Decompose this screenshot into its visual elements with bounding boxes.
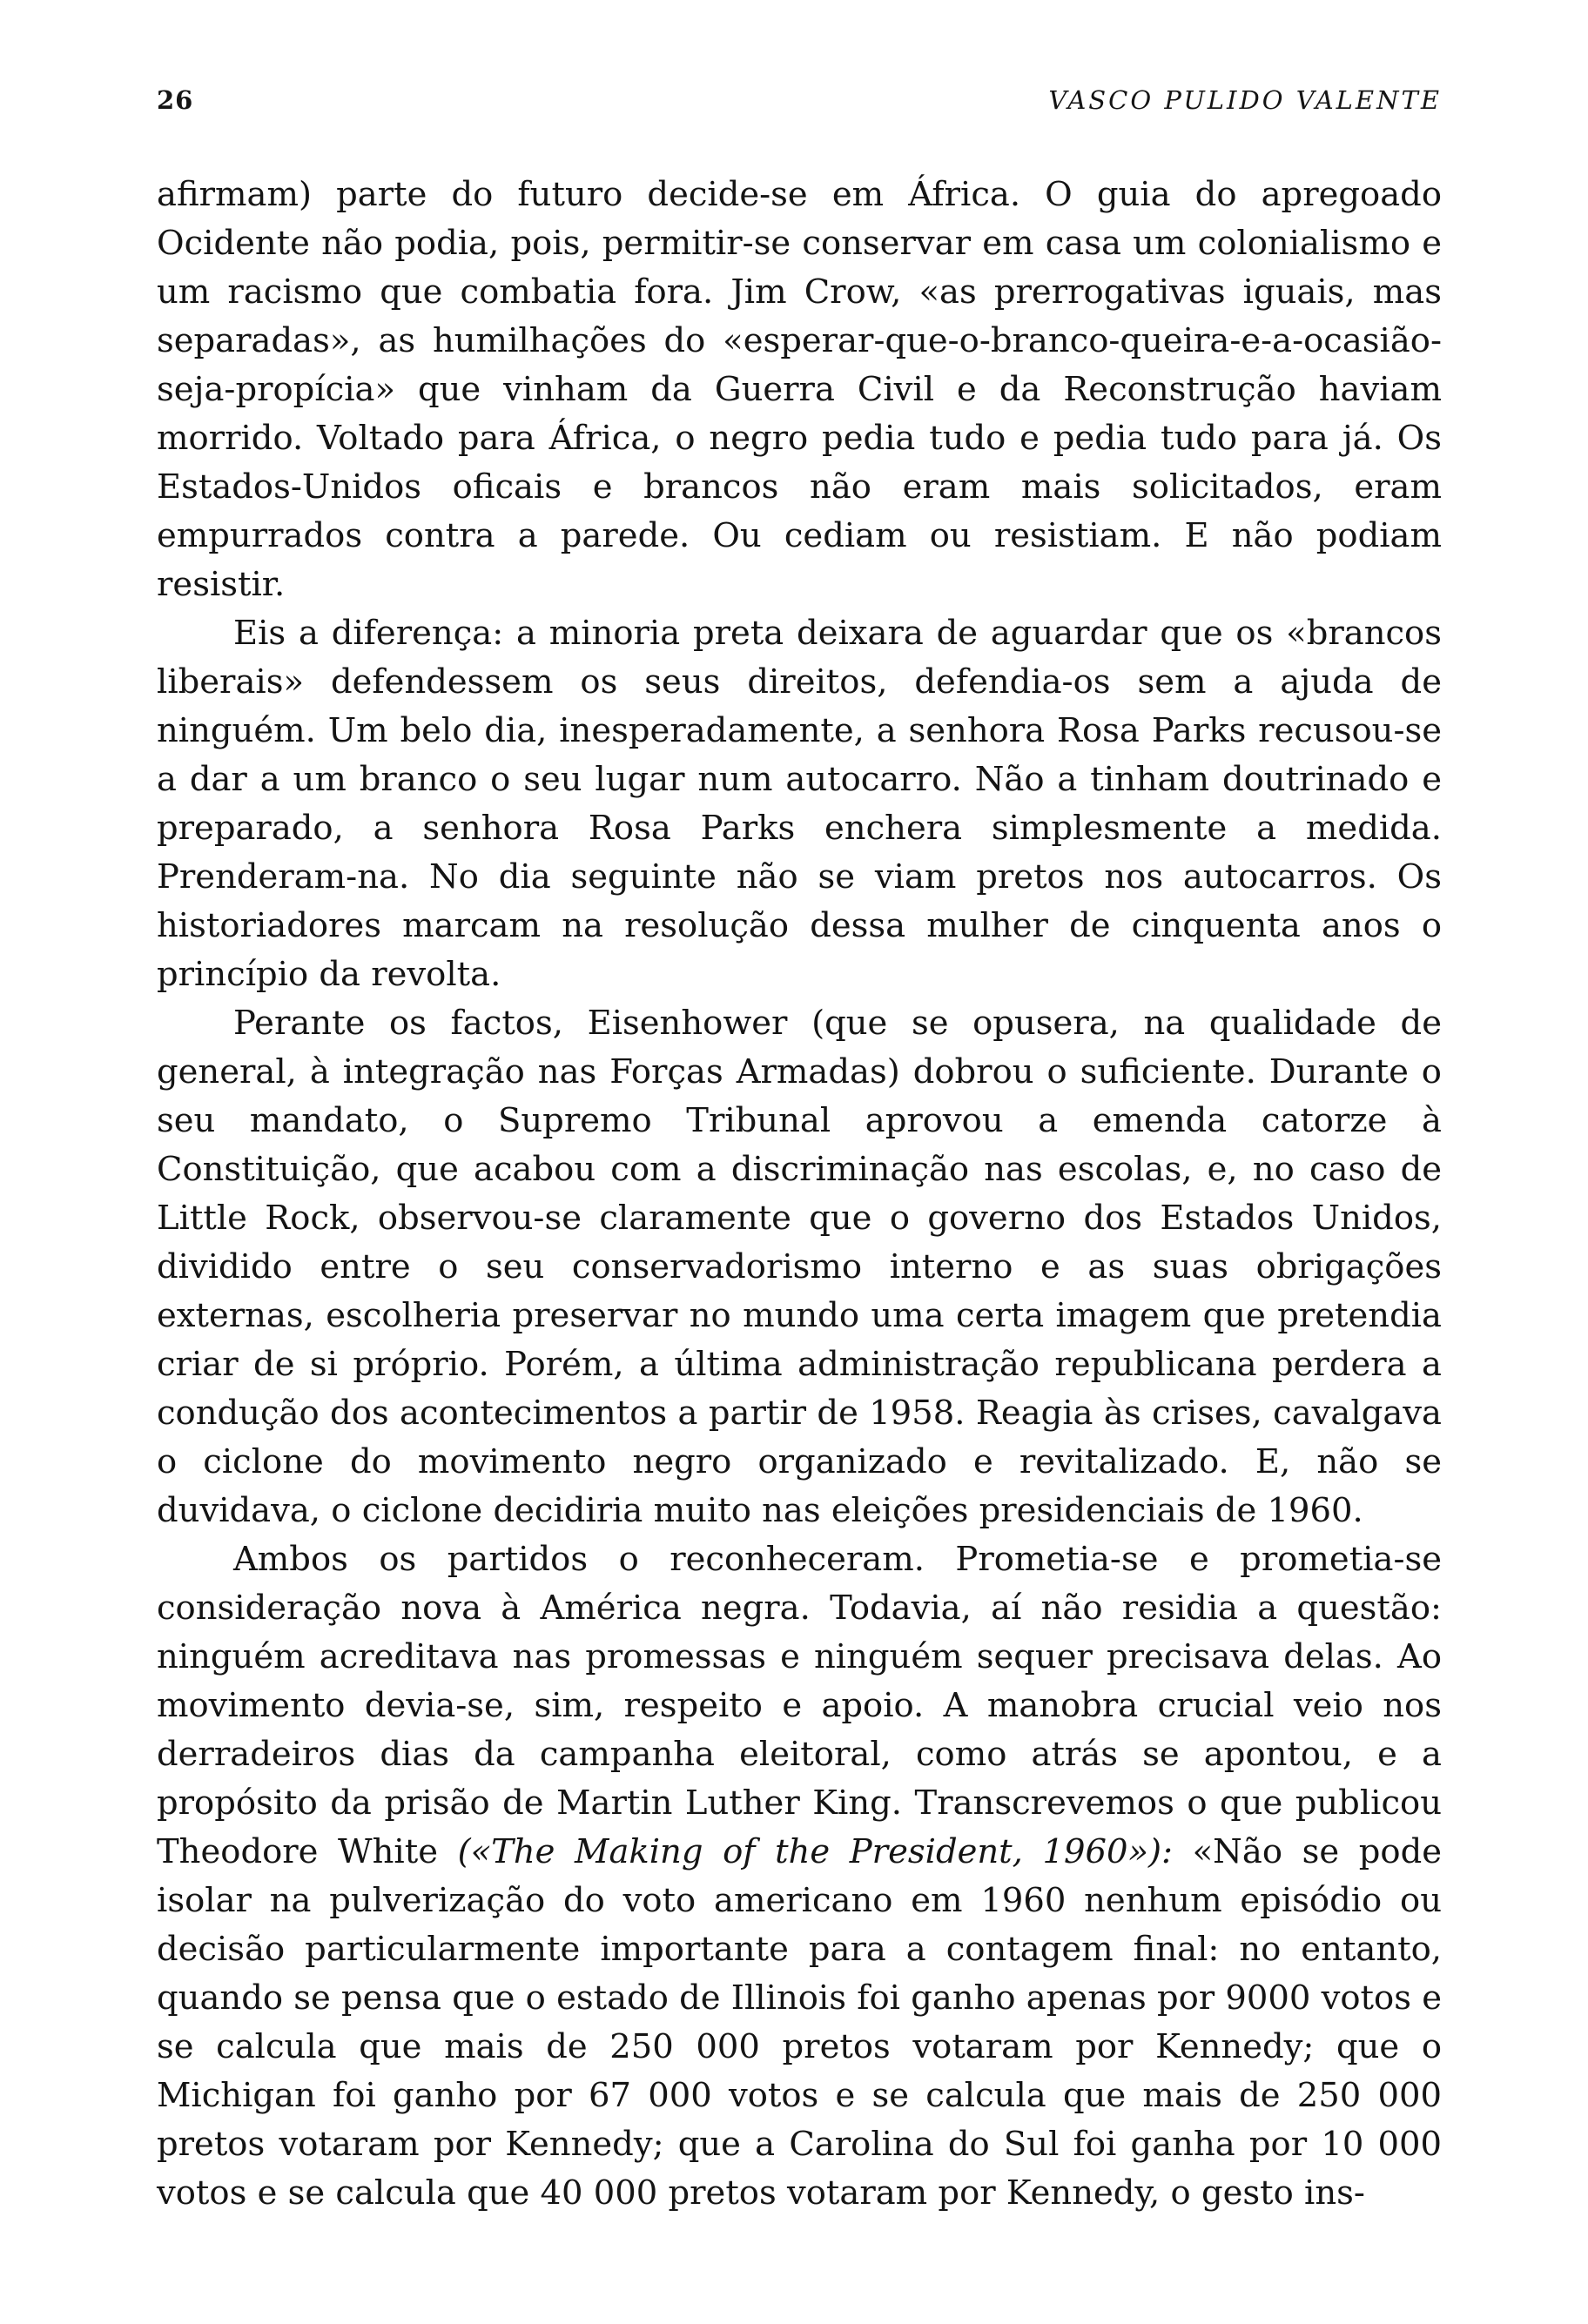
page-header bbox=[157, 85, 1442, 129]
paragraph-1 bbox=[157, 171, 1442, 609]
running-head: VASCO PULIDO VALENTE bbox=[1048, 85, 1442, 115]
paragraph-3 bbox=[157, 999, 1442, 1535]
book-title-citation: («The Making of the President, 1960»): bbox=[457, 1832, 1174, 1871]
quotation-text: «Não se pode isolar na pulverização do voto americano em 1960 nenhum episódio ou decisão particularmente importante para a contagem final: no entanto, quando se pensa que o estado de Illinois foi ganho apenas por 9000 votos e se calcula que mais de 250 000 pretos votaram por Kennedy; que o Michigan foi ganho por 67 000 votos e se calcula que mais de 250 000 pretos votaram por Kennedy; que a Carolina do Sul foi ganha por 10 000 votos e se calcula que 40 000 pretos votaram por Kennedy, o gesto ins- bbox=[157, 1832, 1442, 2213]
paragraph-2 bbox=[157, 609, 1442, 999]
body-text bbox=[157, 171, 1442, 2218]
paragraph-4 bbox=[157, 1535, 1442, 2218]
paragraph-3-text: Perante os factos, Eisenhower (que se opusera, na qualidade de general, à integração nas Forças Armadas) dobrou o suficiente. Durante o seu mandato, o Supremo Tribunal aprovou a emenda catorze à Constituição, que acabou com a discriminação nas escolas, e, no caso de Little Rock, observou-se claramente que o governo dos Estados Unidos, dividido entre o seu conservadorismo interno e as suas obrigações externas, escolheria preservar no mundo uma certa imagem que pretendia criar de si próprio. Porém, a última administração republicana perdera a condução dos acontecimentos a partir de 1958. Reagia às crises, cavalgava o ciclone do movimento negro organizado e revitalizado. E, não se duvidava, o ciclone decidiria muito nas eleições presidenciais de 1960. bbox=[157, 1004, 1442, 1530]
page-number: 26 bbox=[157, 85, 194, 115]
paragraph-2-text: Eis a diferença: a minoria preta deixara de aguardar que os «brancos liberais» defendessem os seus direitos, defendia-os sem a ajuda de ninguém. Um belo dia, inesperadamente, a senhora Rosa Parks recusou-se a dar a um branco o seu lugar num autocarro. Não a tinham doutrinado e preparado, a senhora Rosa Parks enchera simplesmente a medida. Prenderam-na. No dia seguinte não se viam pretos nos autocarros. Os historiadores marcam na resolução dessa mulher de cinquenta anos o princípio da revolta. bbox=[157, 614, 1442, 994]
paragraph-4-text: Ambos os partidos o reconheceram. Prometia-se e prometia-se consideração nova à América negra. Todavia, aí não residia a questão: ninguém acreditava nas promessas e ninguém sequer precisava delas. Ao movimento devia-se, sim, respeito e apoio. A manobra crucial veio nos derradeiros dias da campanha eleitoral, como atrás se apontou, e a propósito da prisão de Martin Luther King. Transcrevemos o que publicou Theodore White bbox=[157, 1540, 1442, 1871]
paragraph-1-text: afirmam) parte do futuro decide-se em África. O guia do apregoado Ocidente não podia, pois, permitir-se conservar em casa um colonialismo e um racismo que combatia fora. Jim Crow, «as prerrogativas iguais, mas separadas», as humilhações do «esperar-que-o-branco-queira-e-a-ocasião-seja-propícia» que vinham da Guerra Civil e da Reconstrução haviam morrido. Voltado para África, o negro pedia tudo e pedia tudo para já. Os Estados-Unidos oficais e brancos não eram mais solicitados, eram empurrados contra a parede. Ou cediam ou resistiam. E não podiam resistir. bbox=[157, 175, 1442, 604]
